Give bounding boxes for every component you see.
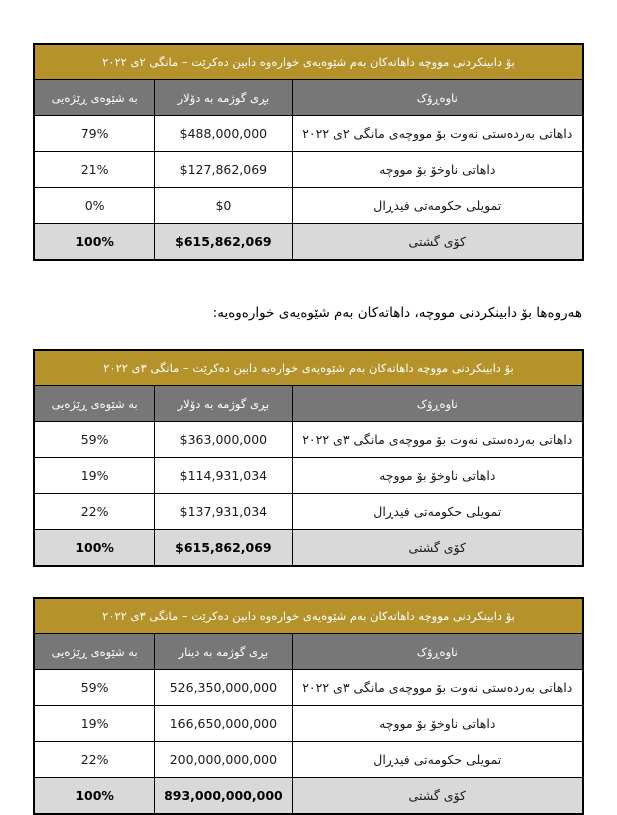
table-row xyxy=(34,706,583,742)
table-row xyxy=(34,116,583,152)
row-percent: 79% xyxy=(34,116,155,152)
row-amount: $127,862,069 xyxy=(155,152,292,188)
total-amount: $615,862,069 xyxy=(155,224,292,261)
total-percent: 100% xyxy=(34,224,155,261)
row-amount: $488,000,000 xyxy=(155,116,292,152)
column-header-percent: بە شێوەی ڕێژەیی xyxy=(34,386,155,422)
row-percent: 21% xyxy=(34,152,155,188)
table-title: بۆ دابینکردنی مووچە داهاتەکان بەم شێوەیەی خوارەوە دابین دەکرێت – مانگی ٢ی ٢٠٢٢ xyxy=(34,44,583,80)
funding-table-month3-dinar xyxy=(33,597,584,815)
row-amount: $0 xyxy=(155,188,292,224)
row-label: داهاتی بەردەستی نەوت بۆ مووچەی مانگی ٣ی ٢٠٢٢ xyxy=(292,422,583,458)
table-title: بۆ دابینکردنی مووچە داهاتەکان بەم شێوەیەی خوارەیە دابین دەکرێت – مانگی ٣ی ٢٠٢٢ xyxy=(34,350,583,386)
column-header-content: ناوەڕۆک xyxy=(292,386,583,422)
row-amount: $363,000,000 xyxy=(155,422,292,458)
row-label: داهاتی بەردەستی نەوت بۆ مووچەی مانگی ٢ی ٢٠٢٢ xyxy=(292,116,583,152)
row-amount: 166,650,000,000 xyxy=(155,706,292,742)
row-amount: $114,931,034 xyxy=(155,458,292,494)
row-label: داهاتی ناوخۆ بۆ مووچە xyxy=(292,706,583,742)
total-amount: 893,000,000,000 xyxy=(155,778,292,815)
total-row xyxy=(34,530,583,567)
column-header-percent: بە شێوەی ڕێژەیی xyxy=(34,80,155,116)
row-amount: 200,000,000,000 xyxy=(155,742,292,778)
row-label: داهاتی ناوخۆ بۆ مووچە xyxy=(292,458,583,494)
column-header-content: ناوەڕۆک xyxy=(292,634,583,670)
row-percent: 19% xyxy=(34,706,155,742)
total-percent: 100% xyxy=(34,778,155,815)
intro-paragraph: هەروەها بۆ دابینکردنی مووچە، داهاتەکان بەم شێوەیەی خوارەوەیە: xyxy=(212,305,582,321)
row-amount: 526,350,000,000 xyxy=(155,670,292,706)
total-label: کۆی گشتی xyxy=(292,778,583,815)
row-label: تمویلی حکومەتی فیدڕال xyxy=(292,742,583,778)
total-percent: 100% xyxy=(34,530,155,567)
table-row xyxy=(34,422,583,458)
table-row xyxy=(34,670,583,706)
table-row xyxy=(34,742,583,778)
row-percent: 0% xyxy=(34,188,155,224)
funding-table-month2-usd xyxy=(33,43,584,261)
total-label: کۆی گشتی xyxy=(292,224,583,261)
row-label: داهاتی ناوخۆ بۆ مووچە xyxy=(292,152,583,188)
total-amount: $615,862,069 xyxy=(155,530,292,567)
column-header-amount: بڕی گوژمە بە دۆلار xyxy=(155,80,292,116)
total-label: کۆی گشتی xyxy=(292,530,583,567)
table-row xyxy=(34,152,583,188)
row-percent: 19% xyxy=(34,458,155,494)
table-row xyxy=(34,458,583,494)
row-percent: 59% xyxy=(34,422,155,458)
table-row xyxy=(34,188,583,224)
column-header-percent: بە شێوەی ڕێژەیی xyxy=(34,634,155,670)
row-label: تمویلی حکومەتی فیدڕال xyxy=(292,494,583,530)
row-amount: $137,931,034 xyxy=(155,494,292,530)
total-row xyxy=(34,778,583,815)
row-percent: 59% xyxy=(34,670,155,706)
column-header-content: ناوەڕۆک xyxy=(292,80,583,116)
table-title: بۆ دابینکردنی مووچە داهاتەکان بەم شێوەیەی خوارەوە دابین دەکرێت – مانگی ٣ی ٢٠٢٢ xyxy=(34,598,583,634)
row-label: تمویلی حکومەتی فیدڕال xyxy=(292,188,583,224)
column-header-amount: بڕی گوژمە بە دینار xyxy=(155,634,292,670)
table-row xyxy=(34,494,583,530)
row-percent: 22% xyxy=(34,494,155,530)
row-percent: 22% xyxy=(34,742,155,778)
column-header-amount: بڕی گوژمە بە دۆلار xyxy=(155,386,292,422)
total-row xyxy=(34,224,583,261)
row-label: داهاتی بەردەستی نەوت بۆ مووچەی مانگی ٣ی ٢٠٢٢ xyxy=(292,670,583,706)
funding-table-month3-usd xyxy=(33,349,584,567)
